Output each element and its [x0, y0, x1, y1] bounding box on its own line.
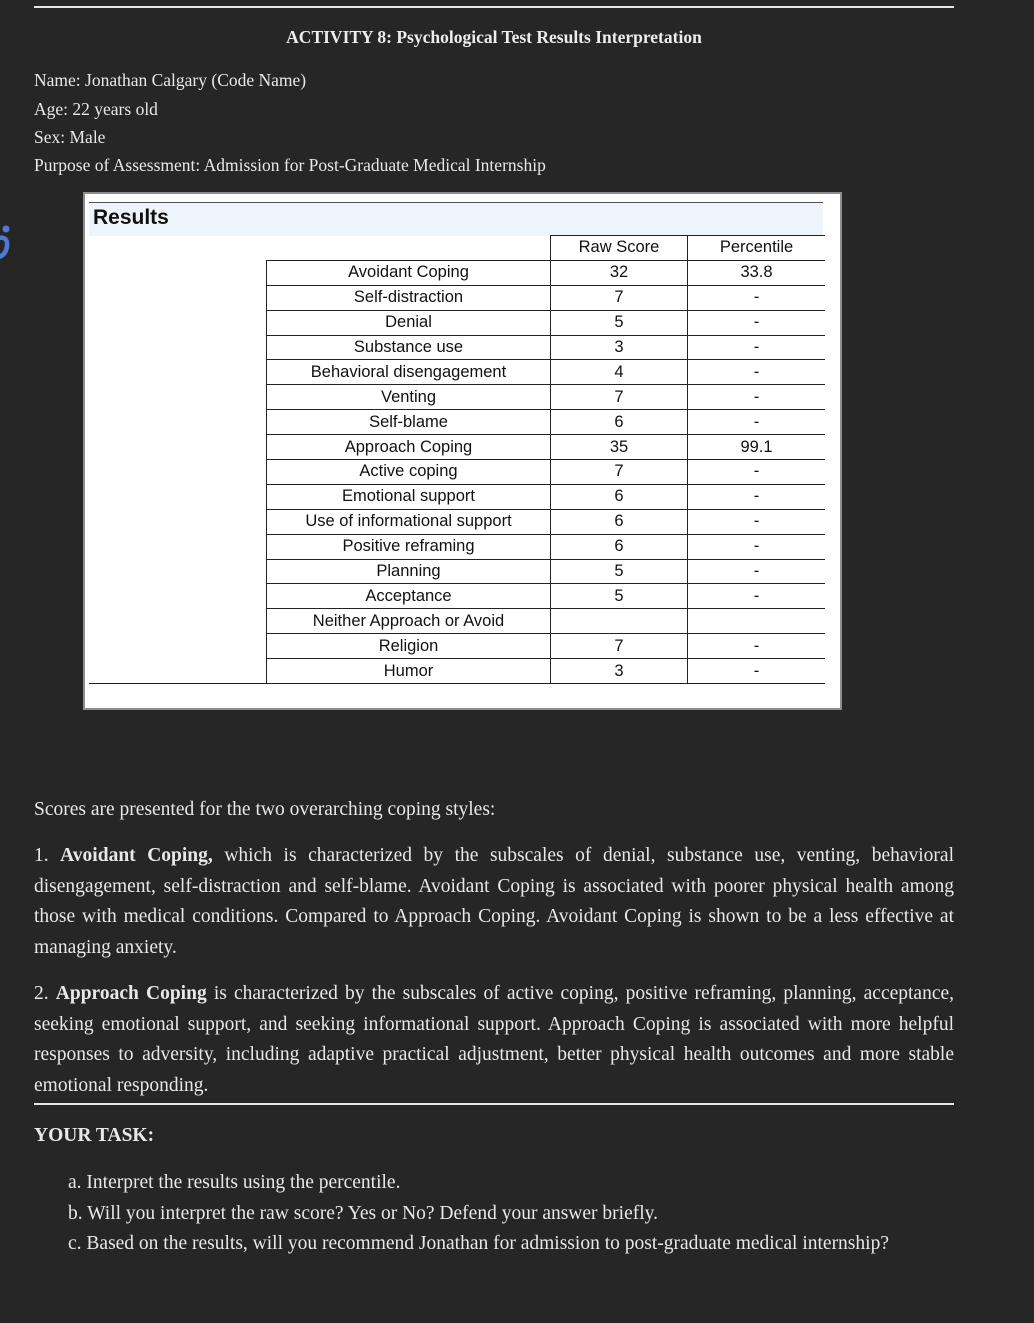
intro-paragraph: Scores are presented for the two overarching coping styles: [34, 799, 496, 820]
percentile-cell: - [688, 659, 826, 684]
subscale-name: Venting [267, 385, 551, 410]
percentile-cell: - [688, 385, 826, 410]
approach-text: is characterized by the subscales of active coping, positive reframing, planning, acceptance, seeking emotional support, and seeking informational support. Approach Coping is associated with more helpful responses to adversity, including adaptive practical adjustment, better physical health outcomes and more stable emotional responding. [34, 983, 955, 1097]
raw-score-cell: 32 [551, 260, 688, 285]
row-spacer [89, 435, 267, 460]
raw-score-cell: 3 [551, 335, 688, 360]
subscale-name: Use of informational support [267, 509, 551, 534]
table-row [89, 509, 825, 534]
results-table [89, 235, 825, 684]
percentile-cell: - [688, 360, 826, 385]
raw-score-cell: 6 [551, 484, 688, 509]
task-item: a. Interpret the results using the percentile. [68, 1172, 401, 1193]
percentile-cell: 33.8 [688, 260, 826, 285]
percentile-cell: - [688, 584, 826, 609]
raw-score-cell: 6 [551, 509, 688, 534]
approach-term: Approach Coping [55, 983, 207, 1004]
row-spacer [89, 634, 267, 659]
task-item: b. Will you interpret the raw score? Yes or No? Defend your answer briefly. [68, 1202, 658, 1224]
task-heading: YOUR TASK: [34, 1125, 155, 1146]
table-row [89, 659, 825, 684]
row-spacer [89, 260, 267, 285]
subscale-name: Religion [267, 634, 551, 659]
raw-score-cell: 6 [551, 534, 688, 559]
row-spacer [89, 609, 267, 634]
bottom-divider [34, 1103, 954, 1105]
subscale-name: Approach Coping [267, 435, 551, 460]
subscale-name: Substance use [267, 335, 551, 360]
row-spacer [89, 335, 267, 360]
row-spacer [89, 360, 267, 385]
subscale-name: Positive reframing [267, 534, 551, 559]
subscale-name: Denial [267, 310, 551, 335]
row-spacer [89, 659, 267, 684]
table-row [89, 360, 825, 385]
percentile-cell: - [688, 285, 826, 310]
subscale-name: Planning [267, 559, 551, 584]
subscale-name: Behavioral disengagement [267, 360, 551, 385]
row-spacer [89, 385, 267, 410]
results-header [89, 202, 823, 236]
percentile-cell [688, 609, 826, 634]
approach-number: 2. [34, 983, 56, 1004]
percentile-cell: - [688, 460, 826, 485]
raw-score-cell: 5 [551, 584, 688, 609]
percentile-cell: - [688, 534, 826, 559]
subscale-name: Self-blame [267, 410, 551, 435]
row-spacer [89, 310, 267, 335]
percentile-cell: 99.1 [688, 435, 826, 460]
subscale-name: Neither Approach or Avoid [267, 609, 551, 634]
raw-score-cell [551, 609, 688, 634]
table-row [89, 310, 825, 335]
table-row [89, 460, 825, 485]
percentile-cell: - [688, 634, 826, 659]
row-spacer [89, 509, 267, 534]
raw-score-cell: 7 [551, 634, 688, 659]
approach-paragraph [34, 979, 954, 1102]
row-spacer [89, 285, 267, 310]
percentile-header: Percentile [688, 236, 826, 261]
avoidant-paragraph [34, 841, 954, 964]
table-row [89, 435, 825, 460]
raw-score-cell: 6 [551, 410, 688, 435]
results-title: Results [93, 206, 169, 229]
purpose-line: Purpose of Assessment: Admission for Post-Graduate Medical Internship [34, 155, 546, 175]
table-header-row [89, 236, 825, 261]
table-row [89, 484, 825, 509]
table-row [89, 559, 825, 584]
subscale-name: Self-distraction [267, 285, 551, 310]
table-row [89, 260, 825, 285]
percentile-cell: - [688, 509, 826, 534]
avoidant-term: Avoidant Coping, [60, 845, 213, 866]
row-spacer [89, 484, 267, 509]
percentile-cell: - [688, 310, 826, 335]
subscale-name: Humor [267, 659, 551, 684]
raw-score-cell: 35 [551, 435, 688, 460]
raw-score-cell: 7 [551, 285, 688, 310]
avoidant-number: 1. [34, 845, 61, 866]
percentile-cell: - [688, 335, 826, 360]
raw-score-cell: 7 [551, 460, 688, 485]
percentile-cell: - [688, 484, 826, 509]
subscale-name: Emotional support [267, 484, 551, 509]
raw-score-cell: 5 [551, 559, 688, 584]
task-item: c. Based on the results, will you recommend Jonathan for admission to post-graduate medical internship? [68, 1233, 889, 1255]
raw-score-cell: 4 [551, 360, 688, 385]
avoidant-text: which is characterized by the subscales of denial, substance use, venting, behavioral disengagement, self-distraction and self-blame. Avoidant Coping is associated with poorer physical health among those with medical conditions. Compared to Approach Coping. Avoidant Coping is shown to be a less effective at managing anxiety. [34, 845, 954, 959]
task-list [68, 1168, 889, 1260]
table-row [89, 534, 825, 559]
table-row [89, 335, 825, 360]
row-spacer [89, 460, 267, 485]
percentile-cell: - [688, 559, 826, 584]
row-spacer [89, 534, 267, 559]
raw-score-cell: 3 [551, 659, 688, 684]
percentile-cell: - [688, 410, 826, 435]
table-row [89, 410, 825, 435]
age-line: Age: 22 years old [34, 99, 158, 119]
table-row [89, 285, 825, 310]
results-panel [83, 192, 842, 710]
top-divider [34, 6, 954, 8]
subscale-name: Avoidant Coping [267, 260, 551, 285]
raw-score-cell: 7 [551, 385, 688, 410]
table-row [89, 609, 825, 634]
raw-score-header: Raw Score [551, 236, 688, 261]
table-row [89, 385, 825, 410]
sex-line: Sex: Male [34, 127, 106, 147]
table-row [89, 584, 825, 609]
subscale-name: Active coping [267, 460, 551, 485]
name-line: Name: Jonathan Calgary (Code Name) [34, 70, 307, 90]
page-title: ACTIVITY 8: Psychological Test Results Interpretation [286, 27, 702, 47]
subscale-name: Acceptance [267, 584, 551, 609]
table-row [89, 634, 825, 659]
row-spacer [89, 584, 267, 609]
row-spacer [89, 410, 267, 435]
raw-score-cell: 5 [551, 310, 688, 335]
info-icon[interactable] [0, 224, 16, 262]
row-spacer [89, 559, 267, 584]
